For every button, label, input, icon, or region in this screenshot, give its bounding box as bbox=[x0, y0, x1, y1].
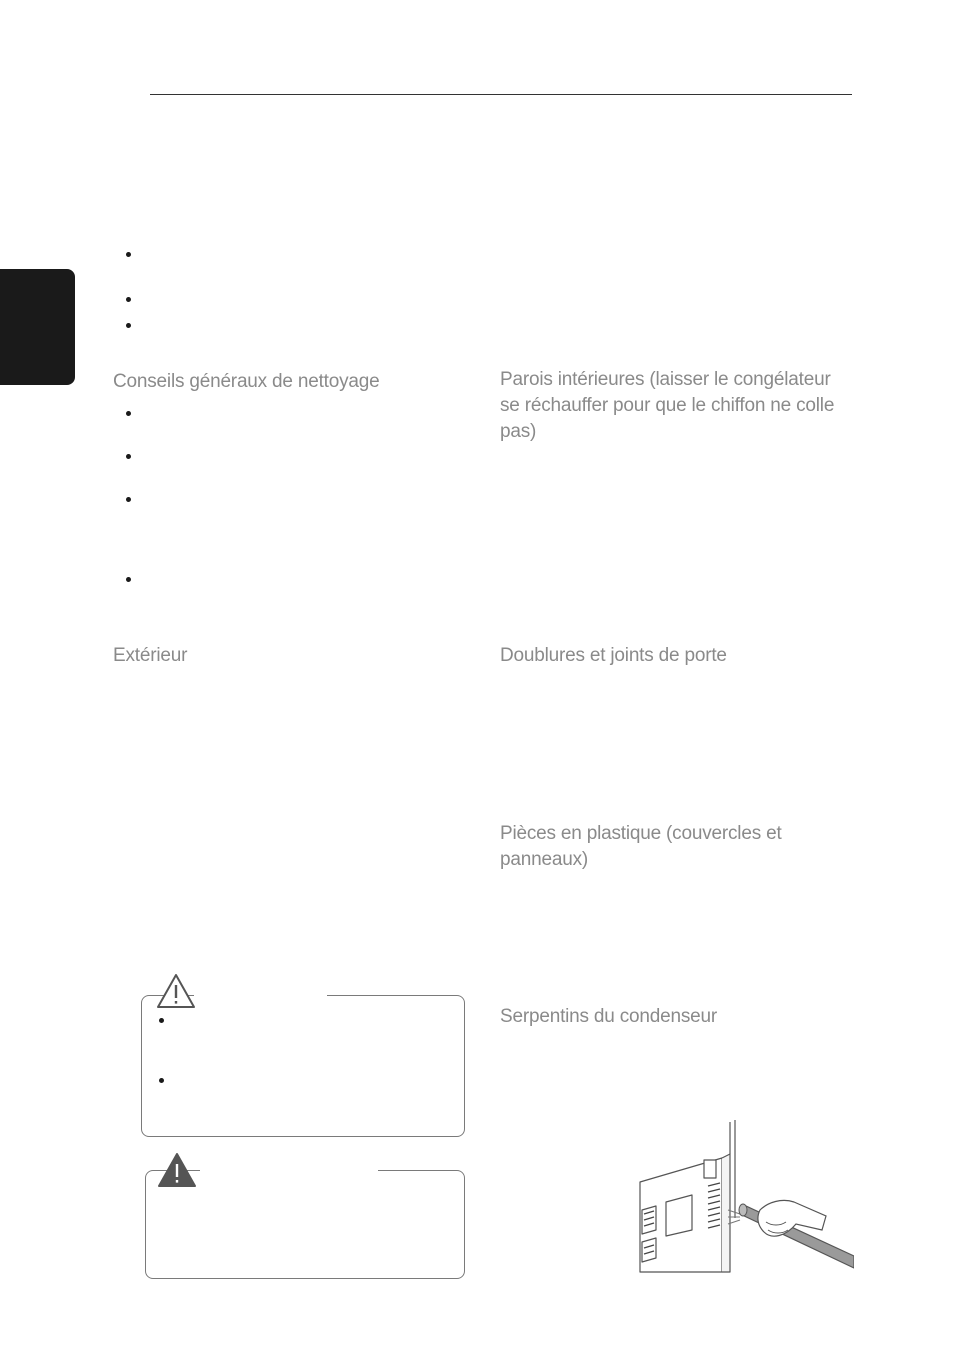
condenser-cleaning-illustration bbox=[636, 1118, 854, 1274]
warning-triangle-icon bbox=[157, 1152, 197, 1188]
heading-condenser-coils: Serpentins du condenseur bbox=[500, 1006, 718, 1027]
intro-bullet-2 bbox=[126, 297, 131, 302]
intro-bullet-1 bbox=[126, 252, 131, 257]
heading-plastic-parts: Pièces en plastique (couvercles et panneaux) bbox=[500, 823, 782, 870]
header-rule bbox=[150, 94, 852, 95]
heading-interior-walls: Parois intérieures (laisser le congélateur se réchauffer pour que le chiffon ne colle pas) bbox=[500, 369, 835, 442]
tips-bullet-1 bbox=[126, 411, 131, 416]
chapter-tab bbox=[0, 269, 75, 385]
warning-box-gap bbox=[200, 1168, 378, 1172]
caution-triangle-icon bbox=[156, 973, 196, 1009]
heading-door-liners: Doublures et joints de porte bbox=[500, 645, 727, 666]
caution-bullet-1 bbox=[159, 1018, 164, 1023]
tips-bullet-2 bbox=[126, 454, 131, 459]
caution-box bbox=[141, 995, 465, 1137]
heading-general-tips: Conseils généraux de nettoyage bbox=[113, 371, 380, 392]
tips-bullet-3 bbox=[126, 497, 131, 502]
tips-bullet-4 bbox=[126, 577, 131, 582]
caution-bullet-2 bbox=[159, 1078, 164, 1083]
heading-exterior: Extérieur bbox=[113, 645, 188, 666]
intro-bullet-3 bbox=[126, 323, 131, 328]
caution-box-gap bbox=[194, 993, 327, 997]
